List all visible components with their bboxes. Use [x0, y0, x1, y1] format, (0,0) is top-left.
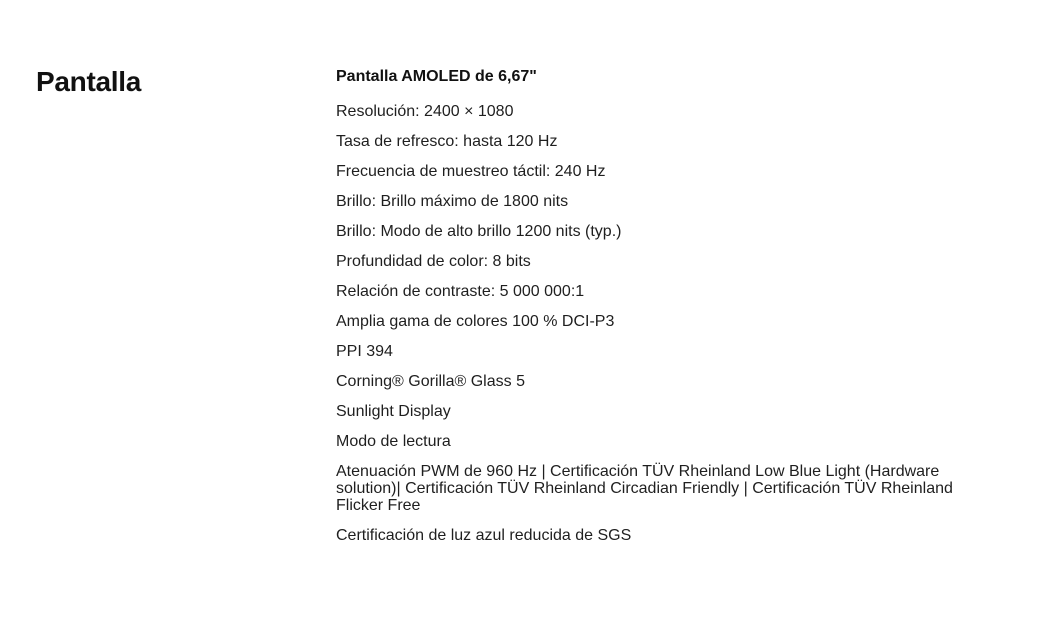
- spec-item-hbm-brightness: Brillo: Modo de alto brillo 1200 nits (typ.): [336, 223, 622, 240]
- spec-item-glass: Corning® Gorilla® Glass 5: [336, 373, 525, 390]
- spec-item-certifications: Atenuación PWM de 960 Hz | Certificación TÜV Rheinland Low Blue Light (Hardware solution)| Certificación TÜV Rheinland Circadian Friendly | Certificación TÜV Rheinland Flicker Free: [336, 463, 953, 514]
- section-title: Pantalla: [36, 66, 141, 97]
- spec-item-peak-brightness: Brillo: Brillo máximo de 1800 nits: [336, 193, 569, 210]
- spec-item-resolution: Resolución: 2400 × 1080: [336, 103, 514, 120]
- spec-item-color-gamut: Amplia gama de colores 100 % DCI-P3: [336, 313, 615, 330]
- spec-item-sgs-certification: Certificación de luz azul reducida de SGS: [336, 527, 632, 544]
- spec-item-sunlight-display: Sunlight Display: [336, 403, 451, 420]
- spec-item-reading-mode: Modo de lectura: [336, 433, 451, 450]
- spec-item-refresh-rate: Tasa de refresco: hasta 120 Hz: [336, 133, 558, 150]
- spec-item-touch-sampling: Frecuencia de muestreo táctil: 240 Hz: [336, 163, 606, 180]
- spec-list: [336, 66, 976, 551]
- spec-item-contrast-ratio: Relación de contraste: 5 000 000:1: [336, 283, 585, 300]
- spec-heading: Pantalla AMOLED de 6,67": [336, 68, 537, 85]
- spec-item-ppi: PPI 394: [336, 343, 393, 360]
- spec-item-color-depth: Profundidad de color: 8 bits: [336, 253, 531, 270]
